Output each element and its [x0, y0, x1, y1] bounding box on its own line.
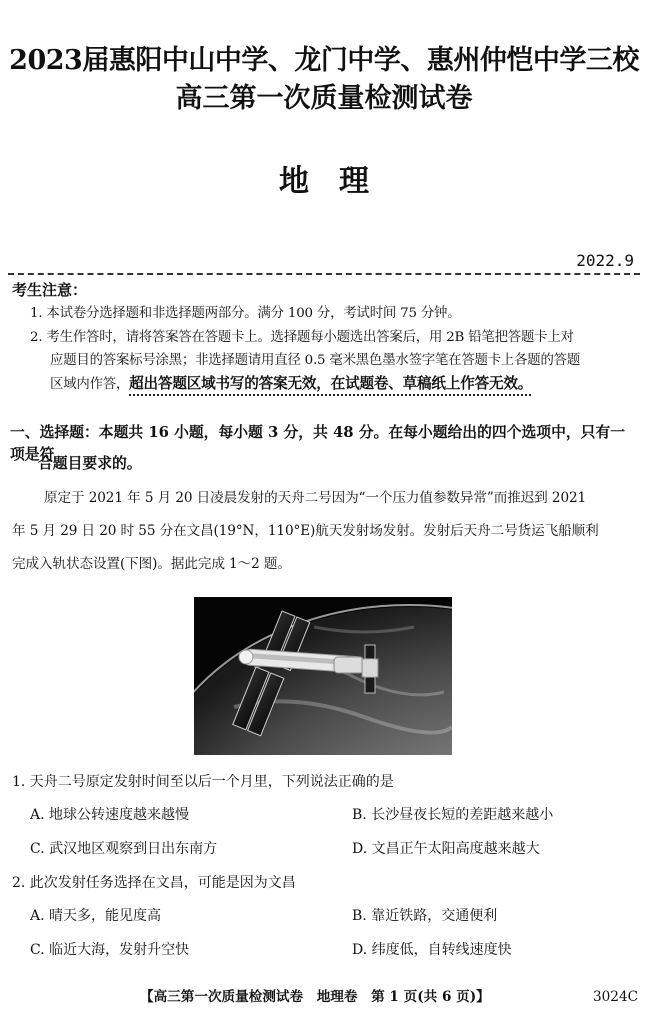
exam-date: 2022.9 — [576, 251, 634, 270]
question-1-option-d: D. 文昌正午太阳高度越来越大 — [352, 841, 540, 857]
notice-item-2-plain: 区域内作答， — [50, 377, 130, 392]
question-2-stem: 2. 此次发射任务选择在文昌，可能是因为文昌 — [12, 875, 296, 891]
question-2-option-b: B. 靠近铁路，交通便利 — [352, 908, 498, 924]
header-divider — [8, 273, 640, 275]
paper-code: 3024C — [593, 989, 638, 1005]
exam-title-line1: 2023届惠阳中山中学、龙门中学、惠州仲恺中学三校 — [9, 45, 639, 76]
space-station-photo — [194, 597, 452, 755]
section-heading-line1: 一、选择题：本题共 16 小题，每小题 3 分，共 48 分。在每小题给出的四个选项中，只有一项是符 — [10, 424, 626, 463]
passage-line3: 完成入轨状态设置(下图)。据此完成 1～2 题。 — [12, 556, 291, 572]
question-1-option-b: B. 长沙昼夜长短的差距越来越小 — [352, 807, 554, 823]
page-footer: 【高三第一次质量检测试卷 地理卷 第 1 页(共 6 页)】 — [140, 989, 490, 1005]
question-2-option-d: D. 纬度低，自转线速度快 — [352, 942, 512, 958]
notice-item-2-line1: 2. 考生作答时，请将答案答在答题卡上。选择题每小题选出答案后，用 2B 铅笔把答题卡上对 — [30, 330, 574, 345]
question-1-option-a: A. 地球公转速度越来越慢 — [30, 807, 190, 823]
exam-title-line2: 高三第一次质量检测试卷 — [175, 83, 473, 114]
notice-heading: 考生注意： — [12, 281, 88, 299]
notice-item-2-line3 — [50, 372, 640, 396]
notice-item-1: 1. 本试卷分选择题和非选择题两部分。满分 100 分，考试时间 75 分钟。 — [30, 306, 461, 321]
question-1-option-c: C. 武汉地区观察到日出东南方 — [30, 841, 218, 857]
notice-item-2-emphasis: 超出答题区域书写的答案无效，在试题卷、草稿纸上作答无效。 — [129, 375, 533, 392]
question-2-option-a: A. 晴天多，能见度高 — [30, 908, 162, 924]
space-station-illustration — [194, 597, 452, 755]
passage-line1: 原定于 2021 年 5 月 20 日凌晨发射的天舟二号因为“一个压力值参数异常”而推迟到 2021 — [44, 490, 587, 506]
section-heading-line2: 合题目要求的。 — [38, 455, 142, 472]
question-1-stem: 1. 天舟二号原定发射时间至以后一个月里，下列说法正确的是 — [12, 774, 394, 790]
notice-item-2-line2: 应题目的答案标号涂黑；非选择题请用直径 0.5 毫米黑色墨水签字笔在答题卡上各题的答题 — [50, 353, 581, 368]
question-2-option-c: C. 临近大海，发射升空快 — [30, 942, 190, 958]
subject-title: 地 理 — [279, 164, 369, 199]
passage-line2: 年 5 月 29 日 20 时 55 分在文昌(19°N，110°E)航天发射场发射。发射后天舟二号货运飞船顺利 — [12, 523, 599, 539]
